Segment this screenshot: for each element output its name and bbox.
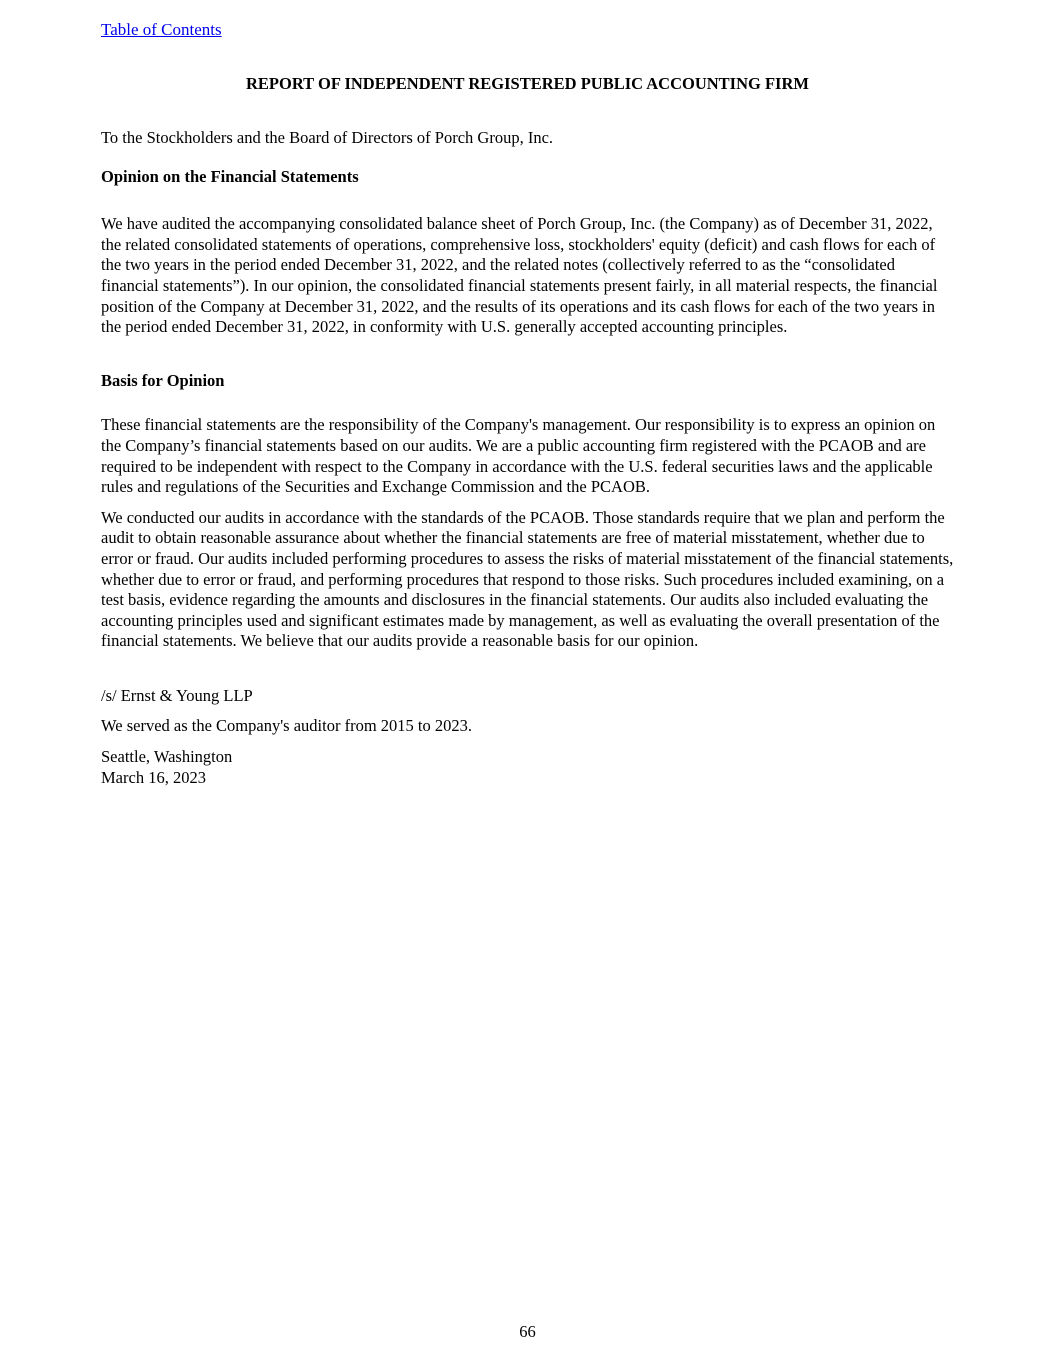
addressee: To the Stockholders and the Board of Directors of Porch Group, Inc. [101, 128, 554, 147]
report-body [101, 128, 956, 788]
auditor-tenure: We served as the Company's auditor from 2015 to 2023. [101, 716, 472, 736]
page-number: 66 [519, 1322, 536, 1341]
report-title: REPORT OF INDEPENDENT REGISTERED PUBLIC ACCOUNTING FIRM [246, 74, 809, 93]
auditor-signature: /s/ Ernst & Young LLP [101, 685, 253, 705]
report-location: Seattle, Washington [101, 747, 233, 767]
table-of-contents-link[interactable]: Table of Contents [101, 20, 222, 39]
basis-paragraph-2: We conducted our audits in accordance with the standards of the PCAOB. Those standards require that we plan and perform the audit to obtain reasonable assurance about whether the financial statements are free of material misstatement, whether due to error or fraud. Our audits included performing procedures to assess the risks of material misstatement of the financial statements, whether due to error or fraud, and performing procedures that respond to those risks. Such procedures included examining, on a test basis, evidence regarding the amounts and disclosures in the financial statements. Our audits also included evaluating the accounting principles used and significant estimates made by management, as well as evaluating the overall presentation of the financial statements. We believe that our audits provide a reasonable basis for our opinion. [101, 507, 954, 651]
opinion-paragraph: We have audited the accompanying consolidated balance sheet of Porch Group, Inc. (the Company) as of December 31, 2022, the related consolidated statements of operations, comprehensive loss, stockholders' equity (deficit) and cash flows for each of the two years in the period ended December 31, 2022, and the related notes (collectively referred to as the “consolidated financial statements”). In our opinion, the consolidated financial statements present fairly, in all material respects, the financial position of the Company at December 31, 2022, and the results of its operations and its cash flows for each of the two years in the period ended December 31, 2022, in conformity with U.S. generally accepted accounting principles. [101, 214, 938, 337]
opinion-heading: Opinion on the Financial Statements [101, 166, 359, 186]
basis-paragraph-1: These financial statements are the responsibility of the Company's management. Our responsibility is to express an opinion on the Company’s financial statements based on our audits. We are a public accounting firm registered with the PCAOB and are required to be independent with respect to the Company in accordance with the U.S. federal securities laws and the applicable rules and regulations of the Securities and Exchange Commission and the PCAOB. [101, 415, 936, 497]
basis-heading: Basis for Opinion [101, 370, 225, 390]
report-date: March 16, 2023 [101, 767, 206, 787]
